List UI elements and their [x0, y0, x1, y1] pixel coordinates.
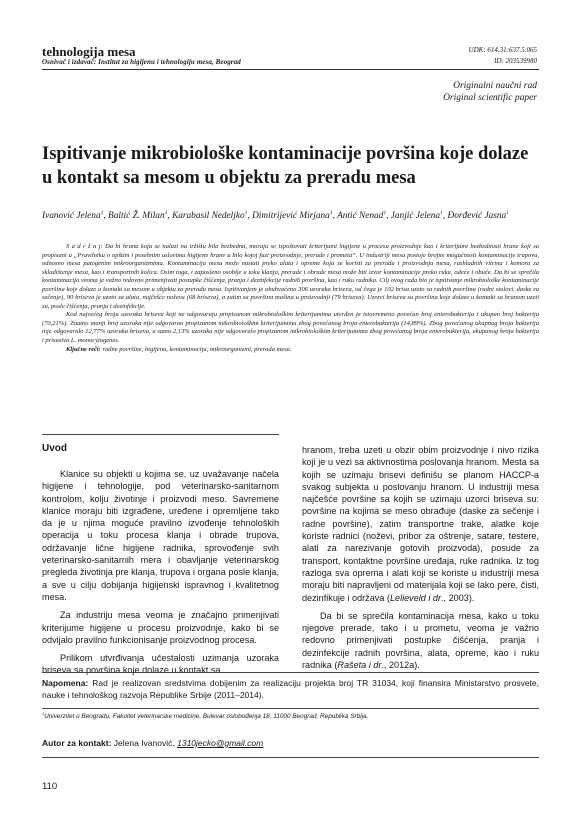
abstract: [42, 243, 539, 354]
author-name: Antić Nenad: [337, 211, 384, 221]
citation: Lelieveld i dr: [389, 592, 442, 603]
author-separator: ,: [442, 211, 448, 221]
author-affiliation-marker: 1: [164, 209, 168, 216]
section-heading-intro: Uvod: [42, 434, 279, 454]
abstract-paragraph: Kod najvećeg broja uzoraka briseva koji ne odgovaraju propisanom mikrobiološkim kriterijumima utvrđen je istovremeno povećan broj enterobakterija i ukupan broj bakterija (70,21%). Znatno manji broj uzoraka nije odgovarao propisanom mikrobiološkim kriterijumima zbog povećanog broja enterobakterija (14,89%). Zbog povećanog ukupnog broja bakterija nije odgovaralo 12,77% uzoraka briseva, a samo 2,13% uzoraka nije odgovaralo propisanom mikrobiološkim kriterijumima zbog povećanog broja enterobakterija, ukupanog broja bakterija i prisustva L. monocytogenes.: [42, 311, 539, 345]
body-text-run: hranom, treba uzeti u obzir obim proizvodnje i nivo rizika koji je u vezi sa aktivnostima poslovanja hranom. Mesta sa kojih se uzimaju brisevi definišu se planom HACCP-a svakog subjekta u poslovanju hranom. U industriji mesa najčešće površine sa kojih se uzimaju uzorci briseva su: površine na kojima se meso obrađuje (daske za sečenje i radne površine), zatim transportne trake, alatke koje koriste radnici (noževi, pribor za oštrenje, satare, testere, alati za narezivanje gotovih proizvoda), posude za transport, kontaktne površine uređaja, ruke radnika. Iz tog razloga sva oprema i alati koji se koriste u industriji mesa moraju biti napravljeni od materijala koji se lako pere, čisti, dezinfikuje i održava (: [302, 445, 539, 603]
note-text: Rad je realizovan sredstvima dobijenim za realizaciju projekta broj TR 31034, koji finansira Ministarstvo prosvete, nauke i tehnološkog razvoja Republike Srbije (2011–2014).: [42, 678, 539, 700]
affiliation-rule: [42, 708, 539, 709]
affiliation: [42, 713, 539, 720]
right-column: [302, 444, 539, 677]
author-name: Ivanović Jelena: [42, 211, 101, 221]
author-name: Baltić Ž. Milan: [108, 211, 165, 221]
id-code: ID: 203539980: [494, 57, 537, 65]
contact-email-link[interactable]: 1310jecko@gmail.com: [177, 738, 264, 748]
page-number: 110: [42, 781, 58, 792]
author-affiliation-marker: 1: [506, 209, 509, 216]
keywords: [42, 346, 539, 355]
body-text-run: ., 2003).: [441, 592, 475, 603]
journal-title: tehnologija mesa: [42, 44, 136, 59]
contact-name: Jelena Ivanović,: [111, 738, 178, 748]
body-paragraph: Prilikom utvrđivanja učestalosti uzimanja uzoraka briseva sa površina koje dolaze u kontakt sa: [42, 653, 279, 676]
affiliation-marker: 1: [42, 711, 45, 716]
funding-note: [42, 672, 539, 701]
citation: Rašeta i dr: [337, 660, 382, 671]
paper-type: [443, 80, 537, 104]
author-separator: ,: [103, 211, 109, 221]
udk-code: UDK: 614.31:637.5.065: [468, 46, 537, 54]
intro-text-right: [302, 444, 539, 671]
author-name: Janjić Jelena: [390, 211, 441, 221]
udk-block: [469, 45, 537, 67]
keywords-text: radne površine, higijena, kontaminacija, mikroorganizmi, prerada mesa.: [100, 345, 292, 353]
contact-label: Autor za kontakt:: [42, 738, 112, 748]
author-affiliation-marker: 1: [440, 209, 443, 216]
contact-author: [42, 738, 539, 748]
note-label: Napomena:: [42, 678, 89, 688]
paper-title: Ispitivanje mikrobiološke kontaminacije površina koje dolaze u kontakt sa mesom u objektu za preradu mesa: [42, 144, 529, 188]
author-list: [42, 210, 539, 223]
intro-text-left: [42, 468, 279, 677]
header-rule: [42, 69, 539, 70]
paper-type-sr: Originalni naučni rad: [453, 81, 537, 91]
body-paragraph: [302, 444, 539, 604]
footer-rule: [42, 757, 539, 758]
author-separator: ,: [167, 211, 173, 221]
author-affiliation-marker: 1: [383, 209, 387, 216]
author-separator: ,: [247, 211, 253, 221]
left-column: [42, 434, 279, 683]
author-affiliation-marker: 1: [244, 209, 248, 216]
abstract-paragraph: S a d r ž a j: Da bi hrana koja se nalazi na tržištu bila bezbedna, moraju se ispoštovati kriterijumi higijene u procesu proizvodnje kao i kriterijumi bezbednosti hrane koji su propisani u „Pravilniku o opštim i posebnim uslovima higijene hrane u bilo kojoj fazi proizvodnje, prerade i prometa“. U industriji mesa postoje brojne mogućnosti kontaminacije trupova, odnosno mesa patogenim mikroorganizmima. Kontaminacija mesa može nastati preko alata i opreme koja se koristi za preradu i proizvodnju mesa, rashladnih vitrina i komora za skladištenje mesa, kao i transportnih kolica. Osim toga, i zaposleno osoblje u toku klanja, prerade i obrade mesa može biti izvor kontaminacije preko ruku, odeće i obuće. Da bi se sprečila kontaminacija veoma je važno redovno primenjivati postupke čišćenja, pranja i dezinfekcije radnih površina, kao i ruku radnika. Cilj ovog rada bio je ispitivanje mikrobiološke kontaminacije površina koje dolaze u kontakt sa mesom u objektu za preradu mesa. Ispitivanjem je obuhvaćeno 306 uzoraka briseva, od čega je 102 brisa uzeto sa radnih površina (radni stolovi, daske za sečenje), 90 briseva je uzeto sa alata, najčešće noževa (68 briseva), a zatim sa površina mašina u proizvodnji (79 briseva). Uzorci briseva sa površina koje dolaze u kontakt sa hranom uzeti su, posle čišćenja, pranja i dezinfekcije.: [42, 243, 539, 310]
author-name: Đorđević Jasna: [447, 211, 507, 221]
author-separator: ,: [332, 211, 338, 221]
body-text-run: ., 2012a).: [381, 660, 420, 671]
author-separator: ,: [386, 211, 391, 221]
author-name: Dimitrijević Mirjana: [252, 211, 330, 221]
affiliation-text: Univerzitet u Beogradu, Fakultet veterinarske medicine, Bulevar oslobođenja 18, 11000 Beograd, Republika Srbija.: [44, 713, 369, 720]
author-affiliation-marker: 1: [100, 209, 104, 216]
author-affiliation-marker: 1: [329, 209, 333, 216]
keywords-label: Ključne reči:: [66, 345, 101, 353]
body-paragraph: [302, 610, 539, 671]
publisher-line: Osnivač i izdavač: Institut za higijenu i tehnologiju mesa, Beograd: [42, 58, 241, 66]
paper-type-en: Original scientific paper: [443, 93, 537, 103]
body-paragraph: Za industriju mesa veoma je značajno primenjivati kriterijume higijene u procesu proizvodnje, kako bi se odvijalo pravilno funkcionisanje proizvodnog procesa.: [42, 610, 279, 645]
author-name: Karabasil Nedeljko: [172, 211, 245, 221]
body-paragraph: Klanice su objekti u kojima se, uz uvažavanje načela higijene i tehnologije, pod veterinarsko-sanitarnom kontrolom, kolju životinje i proizvodi meso. Savremene klanice moraju biti izgrađene, uređene i opremljene tako da je u njima moguće pravilno izvođenje tehnoloških operacija u toku procesa klanja i obrade trupova, održavanje lične higijene radnika, sprovođenje svih veterinarsko-sanitarnih mera i obavljanje veterinarskog pregleda životinja pre klanja, trupova i organa posle klanja, a sve u cilju dobijanja higijenski ispravnog i kvalitetnog mesa.: [42, 469, 279, 602]
body-text-run: Da bi se sprečila kontaminacija mesa, kako u toku njegove prerade, tako i u prometu, veoma je važno redovno primenjivati postupke čišćenja, pranja i dezinfekcije radnih površina, alata, opreme, kao i ruku radnika (: [302, 610, 539, 671]
